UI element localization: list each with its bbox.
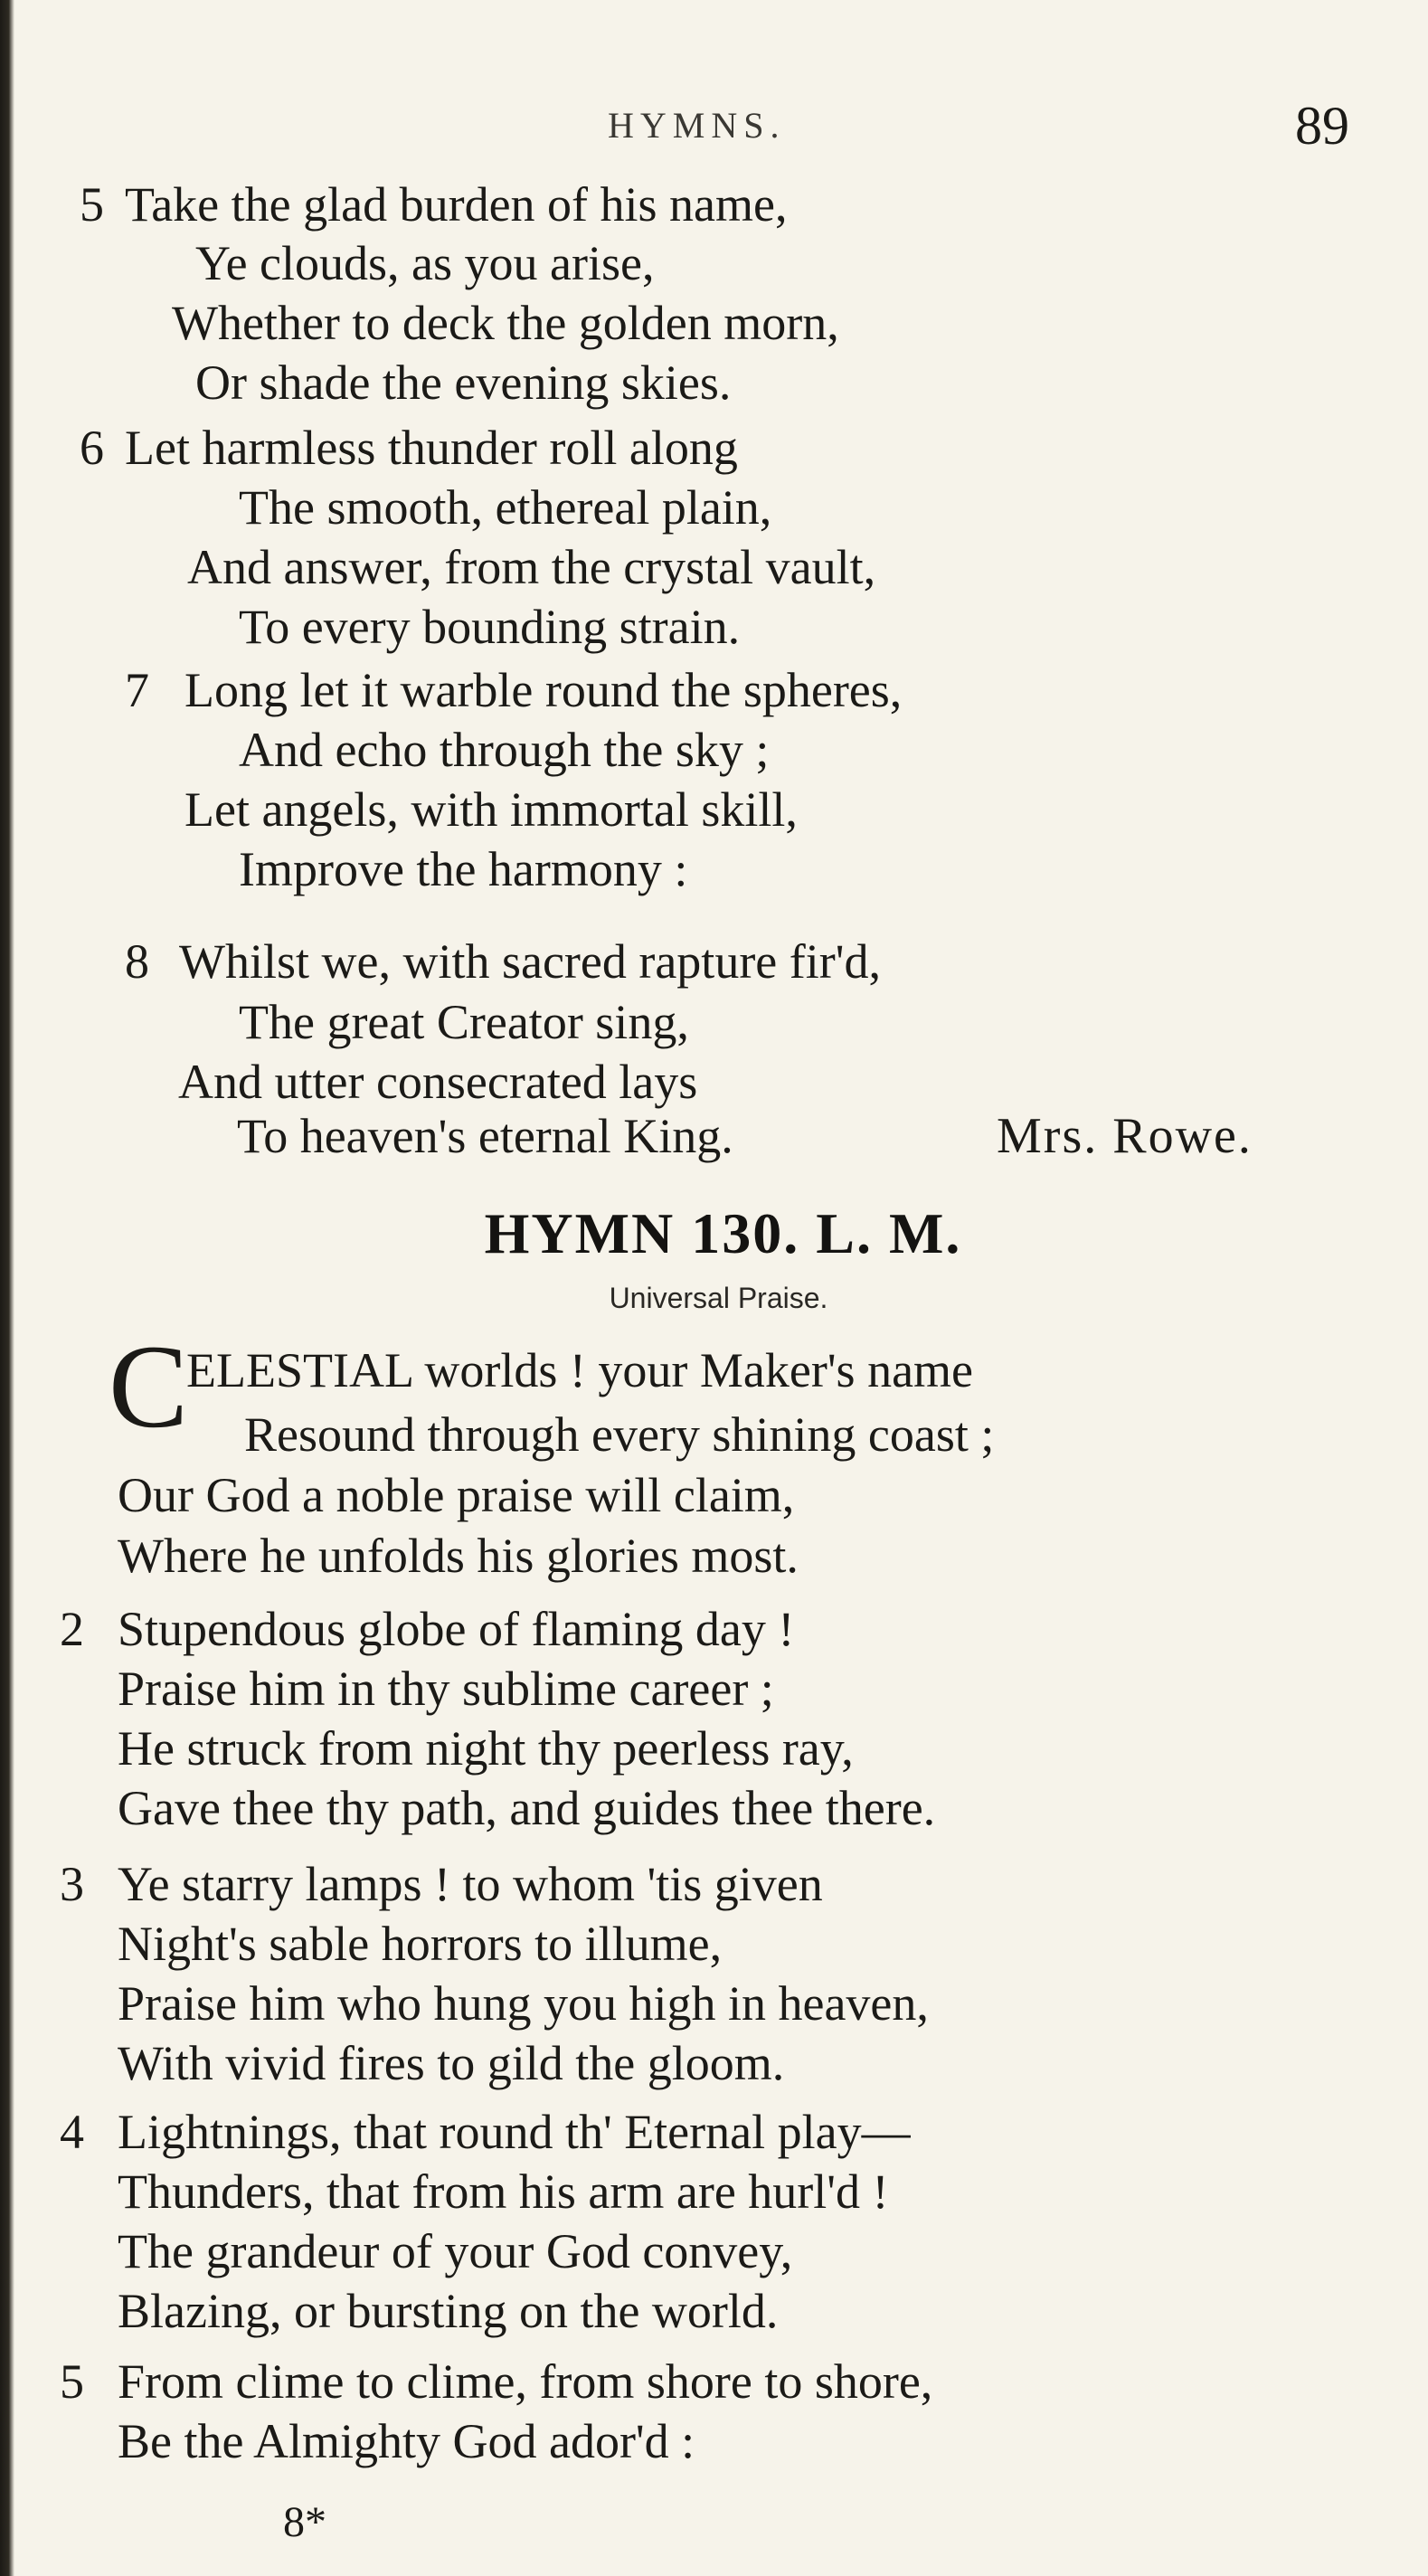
stanza-number: 5 [60,2354,84,2409]
verse-line: Whilst we, with sacred rapture fir'd, [179,934,881,989]
verse-line: To every bounding strain. [239,600,741,654]
stanza-number: 8 [125,934,149,989]
stanza-number: 4 [60,2105,84,2159]
running-title: HYMNS. [608,105,786,146]
verse-line: ELESTIAL worlds ! your Maker's name [186,1343,974,1397]
verse-line: He struck from night thy peerless ray, [118,1721,854,1776]
running-head [0,95,1428,156]
verse-line: And echo through the sky ; [239,723,770,777]
stanza-number: 2 [60,1602,84,1656]
verse-line: Take the glad burden of his name, [125,177,788,232]
drop-cap: C [109,1320,189,1453]
signature-mark: 8* [283,2498,326,2546]
verse-line: The great Creator sing, [239,995,689,1049]
verse-line: Let angels, with immortal skill, [184,782,798,837]
hymn-author: Mrs. Rowe. [997,1108,1253,1164]
verse-line: Blazing, or bursting on the world. [118,2284,779,2338]
verse-line: Long let it warble round the spheres, [184,663,903,717]
verse-line: Ye starry lamps ! to whom 'tis given [118,1857,823,1911]
verse-line: With vivid fires to gild the gloom. [118,2036,785,2090]
verse-line: Gave thee thy path, and guides thee there. [118,1781,936,1835]
verse-line: Our God a noble praise will claim, [118,1468,795,1522]
verse-line: From clime to clime, from shore to shore, [118,2354,933,2409]
verse-line: Let harmless thunder roll along [125,421,738,475]
stanza-number: 6 [80,421,104,475]
verse-line: The smooth, ethereal plain, [239,480,772,535]
verse-line: Improve the harmony : [239,842,688,896]
stanza-number: 3 [60,1857,84,1911]
verse-line: Resound through every shining coast ; [244,1407,995,1462]
verse-line: And utter consecrated lays [178,1055,698,1109]
verse-line: Praise him in thy sublime career ; [118,1662,774,1716]
stanza-number: 7 [125,663,149,717]
verse-line: And answer, from the crystal vault, [187,540,876,594]
verse-line: Where he unfolds his glories most. [118,1529,799,1583]
page-number: 89 [1295,96,1349,156]
verse-line: Whether to deck the golden morn, [172,296,839,350]
verse-line: To heaven's eternal King. [237,1109,733,1163]
verse-line: Be the Almighty God ador'd : [118,2414,695,2468]
verse-line: Ye clouds, as you arise, [195,236,655,290]
verse-line: The grandeur of your God convey, [118,2224,793,2278]
hymn-subtitle: Universal Praise. [609,1282,828,1314]
verse-line: Stupendous globe of flaming day ! [118,1602,795,1656]
verse-line: Thunders, that from his arm are hurl'd ! [118,2164,889,2219]
stanza-number: 5 [80,177,104,232]
hymn-title: HYMN 130. L. M. [484,1201,962,1265]
verse-line: Or shade the evening skies. [195,355,732,410]
verse-line: Praise him who hung you high in heaven, [118,1976,929,2031]
verse-line: Night's sable horrors to illume, [118,1917,723,1971]
verse-line: Lightnings, that round th' Eternal play— [118,2105,911,2159]
